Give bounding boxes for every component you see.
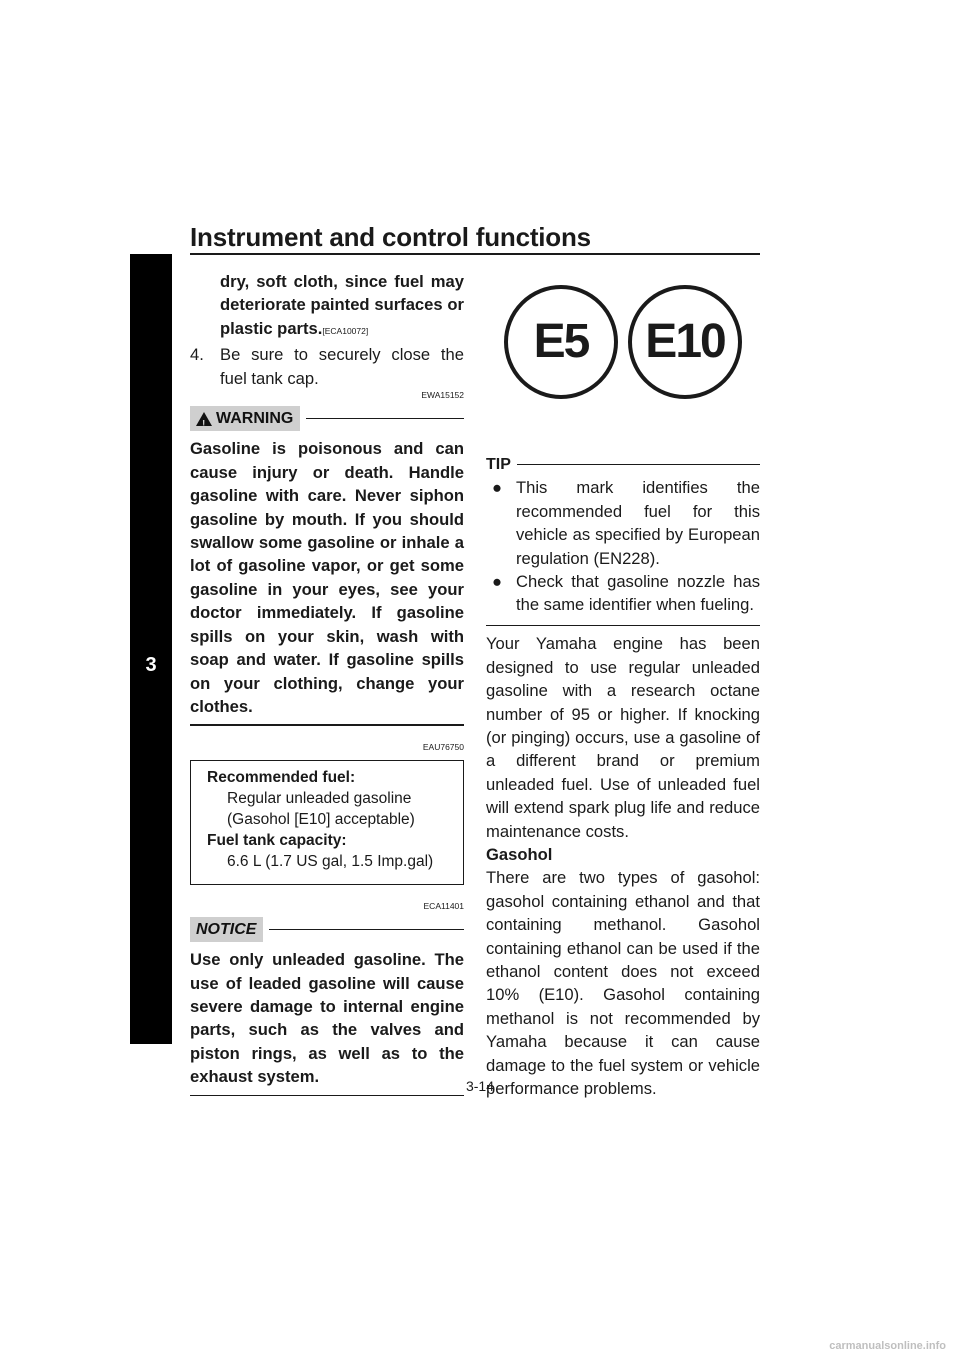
chapter-number: 3 [145, 654, 157, 676]
warning-triangle-icon [196, 412, 212, 426]
fuel-spec-box [190, 760, 464, 885]
fuel-label: Recommended fuel: [207, 768, 356, 786]
warning-badge: ! WARNING [190, 406, 300, 431]
notice-badge: NOTICE [190, 917, 263, 942]
notice-rule [269, 929, 464, 931]
page-title: Instrument and control functions [190, 222, 591, 252]
notice-header [190, 917, 464, 942]
e10-mark: E10 [628, 285, 742, 399]
left-column [190, 270, 464, 1096]
fuel-marks [486, 285, 760, 403]
octane-paragraph: Your Yamaha engine has been designed to use regular unleaded gasoline with a research octane number of 95 or higher. If knocking (or pinging) occurs, use a gasoline of a different brand or premium unleaded fuel. Use of unleaded fuel will extend spark plug life and reduce maintenance costs. [486, 634, 760, 841]
e5-mark: E5 [504, 285, 618, 399]
page-number: 3-14 [465, 1078, 495, 1094]
tip-header [486, 453, 760, 476]
bullet-icon: ● [492, 572, 503, 592]
bullet-icon: ● [492, 478, 503, 498]
tip-label: TIP [486, 456, 511, 473]
notice-code: ECA11401 [423, 900, 464, 911]
fuel-value: Regular unleaded gasoline (Gasohol [E10] acceptable) [227, 789, 415, 828]
warning-code: EWA15152 [421, 390, 464, 401]
tip-bullet: ● Check that gasoline nozzle has the same identifier when fueling. [486, 570, 760, 617]
warning-end-rule [190, 724, 464, 726]
right-column [486, 285, 760, 1100]
watermark: carmanualsonline.info [829, 1340, 946, 1352]
notice-text: Use only unleaded gasoline. The use of leaded gasoline will cause severe damage to internal engine parts, such as the valves and piston rings, as well as to the exhaust system. [190, 950, 464, 1087]
spec-code: EAU76750 [422, 741, 464, 752]
header-rule [190, 253, 760, 255]
tip-bullet: ● This mark identifies the recommended fuel for this vehicle as specified by European regulation (EN228). [486, 476, 760, 570]
warning-rule [306, 418, 464, 420]
notice-end-rule [190, 1095, 464, 1097]
step-number: 4. [190, 345, 204, 365]
continued-notice-text: dry, soft cloth, since fuel may deteriorate painted surfaces or plastic parts.[ECA10072] [220, 272, 464, 338]
capacity-label: Fuel tank capacity: [207, 831, 347, 849]
gasohol-heading: Gasohol [486, 845, 553, 864]
gasohol-paragraph: There are two types of gasohol: gasohol containing ethanol and that containing methanol. Gasohol containing ethanol can be used if the ethanol content does not exceed 10% (E10). Gasohol containing methanol is not recommended by Yamaha because it can cause damage to the fuel system or vehicle performance problems. [486, 868, 760, 1099]
step-text: Be sure to securely close the fuel tank cap. [220, 345, 464, 388]
tip-rule [517, 464, 760, 466]
capacity-value: 6.6 L (1.7 US gal, 1.5 Imp.gal) [227, 852, 434, 870]
warning-text: Gasoline is poisonous and can cause injury or death. Handle gasoline with care. Never siphon gasoline by mouth. If you should swallow some gasoline or inhale a lot of gasoline vapor, or get some gasoline in your eyes, see your doctor immediately. If gasoline spills on your skin, wash with soap and water. If gasoline spills on your clothing, change your clothes. [190, 439, 464, 716]
warning-header [190, 406, 464, 431]
continued-notice-code: [ECA10072] [322, 325, 369, 336]
tip-end-rule [486, 625, 760, 627]
chapter-tab [130, 254, 172, 1044]
step-4 [190, 343, 464, 390]
